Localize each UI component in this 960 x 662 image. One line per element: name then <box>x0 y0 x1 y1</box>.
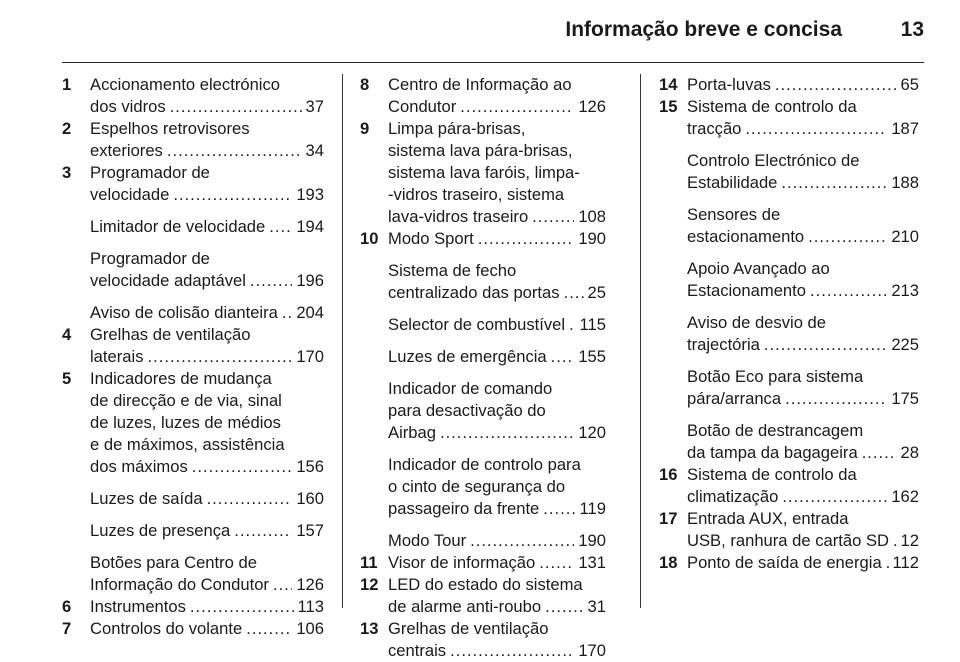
page-reference[interactable]: 106 <box>296 619 324 638</box>
entry-line <box>90 520 324 542</box>
page-reference[interactable]: 204 <box>296 303 324 322</box>
entry-text: climatização <box>687 487 779 506</box>
item-number: 16 <box>659 465 678 484</box>
index-item <box>360 574 606 618</box>
entry-text: -vidros traseiro, sistema <box>388 185 565 204</box>
index-entry[interactable] <box>388 574 606 618</box>
index-entry[interactable] <box>388 618 606 662</box>
entry-text: Indicador de comando <box>388 379 553 398</box>
index-column-1 <box>62 74 324 640</box>
entry-text: Aviso de colisão dianteira <box>90 303 278 322</box>
index-entry[interactable] <box>388 346 606 368</box>
entry-text: Sistema de controlo da <box>687 97 857 116</box>
dot-leader <box>551 346 575 368</box>
entry-text: de luzes, luzes de médios <box>90 413 281 432</box>
dot-leader <box>539 552 574 574</box>
item-number: 4 <box>62 325 72 344</box>
entry-text: Accionamento electrónico <box>90 75 281 94</box>
entry-text: Controlos do volante <box>90 619 243 638</box>
page-reference[interactable]: 28 <box>900 443 919 462</box>
entry-line <box>90 184 324 206</box>
page-title: Informação breve e concisa <box>565 18 842 41</box>
page-reference[interactable]: 187 <box>891 119 919 138</box>
index-entry[interactable] <box>687 74 919 96</box>
index-item <box>62 596 324 618</box>
dot-leader <box>170 96 302 118</box>
entry-text: USB, ranhura de cartão SD <box>687 531 889 550</box>
entry-text: para desactivação do <box>388 401 546 420</box>
index-entry[interactable] <box>388 118 606 228</box>
item-number: 7 <box>62 619 72 638</box>
item-number: 17 <box>659 509 678 528</box>
dot-leader <box>564 282 584 304</box>
page-reference[interactable]: 12 <box>900 531 919 550</box>
entry-text: Limitador de velocidade <box>90 217 266 236</box>
page-reference[interactable]: 113 <box>297 597 324 616</box>
page-reference[interactable]: 157 <box>296 521 324 540</box>
entry-text: Indicadores de mudança <box>90 369 272 388</box>
entry-line <box>687 530 919 552</box>
entry-line <box>388 596 606 618</box>
dot-leader <box>862 442 897 464</box>
entry-text: de direcção e de via, sinal <box>90 391 282 410</box>
index-item <box>360 74 606 118</box>
index-entry[interactable] <box>687 552 919 574</box>
page-reference[interactable]: 115 <box>579 315 606 334</box>
index-item <box>360 228 606 552</box>
entry-line <box>388 552 606 574</box>
entry-line <box>388 498 606 520</box>
header-rule <box>62 62 924 63</box>
index-column-2 <box>360 74 606 662</box>
index-entry[interactable] <box>90 248 324 292</box>
entry-text: Grelhas de ventilação <box>90 325 251 344</box>
page-reference[interactable]: 175 <box>891 389 919 408</box>
entry-text: o cinto de segurança do <box>388 477 566 496</box>
entry-text: e de máximos, assistência <box>90 435 285 454</box>
page-reference[interactable]: 155 <box>578 347 606 366</box>
dot-leader <box>460 96 574 118</box>
index-entry[interactable] <box>687 420 919 464</box>
entry-text: Modo Tour <box>388 531 467 550</box>
index-entry[interactable] <box>388 74 606 118</box>
entry-text: exteriores <box>90 141 163 160</box>
entry-line <box>687 552 919 574</box>
entry-text: Estabilidade <box>687 173 778 192</box>
entry-line <box>388 228 606 250</box>
dot-leader <box>246 618 292 640</box>
index-item <box>62 74 324 118</box>
entry-text: sistema lava pára-brisas, <box>388 141 573 160</box>
dot-leader <box>478 228 575 250</box>
page-reference[interactable]: 34 <box>305 141 324 160</box>
entry-text: Airbag <box>388 423 436 442</box>
item-number: 15 <box>659 97 678 116</box>
entry-text: laterais <box>90 347 144 366</box>
index-item <box>360 552 606 574</box>
index-column-3 <box>659 74 919 574</box>
dot-leader <box>810 280 887 302</box>
page-reference[interactable]: 213 <box>891 281 919 300</box>
dot-leader <box>440 422 574 444</box>
entry-line <box>90 618 324 640</box>
entry-text: Luzes de emergência <box>388 347 547 366</box>
entry-text: LED do estado do sistema <box>388 575 583 594</box>
entry-text: Sensores de <box>687 205 781 224</box>
page-reference[interactable]: 31 <box>587 597 606 616</box>
index-entry[interactable] <box>388 378 606 444</box>
dot-leader <box>569 314 575 336</box>
entry-text: Limpa pára-brisas, <box>388 119 526 138</box>
page-reference[interactable]: 25 <box>587 283 606 302</box>
entry-text: Botões para Centro de <box>90 553 257 572</box>
index-item <box>62 618 324 640</box>
dot-leader <box>886 552 889 574</box>
index-entry[interactable] <box>90 368 324 478</box>
entry-text: Espelhos retrovisores <box>90 119 250 138</box>
dot-leader <box>207 488 293 510</box>
entry-line <box>388 422 606 444</box>
entry-text: Indicador de controlo para <box>388 455 581 474</box>
entry-text: velocidade <box>90 185 170 204</box>
entry-line <box>687 486 919 508</box>
index-item <box>659 96 919 464</box>
entry-text: Apoio Avançado ao <box>687 259 830 278</box>
index-entry[interactable] <box>90 324 324 368</box>
entry-line <box>388 640 606 662</box>
page-reference[interactable]: 126 <box>296 575 324 594</box>
index-entry[interactable] <box>90 216 324 238</box>
index-item <box>360 118 606 228</box>
entry-line <box>388 314 606 336</box>
dot-leader <box>764 334 887 356</box>
entry-line <box>388 96 606 118</box>
index-entry[interactable] <box>90 488 324 510</box>
entry-text: Controlo Electrónico de <box>687 151 860 170</box>
item-number: 11 <box>360 553 378 572</box>
dot-leader <box>167 140 302 162</box>
page-reference[interactable]: 156 <box>296 457 324 476</box>
index-entry[interactable] <box>388 314 606 336</box>
dot-leader <box>543 498 575 520</box>
index-entry[interactable] <box>388 552 606 574</box>
entry-text: velocidade adaptável <box>90 271 246 290</box>
item-number: 18 <box>659 553 678 572</box>
entry-text: Luzes de presença <box>90 521 231 540</box>
entry-line <box>90 346 324 368</box>
item-number: 12 <box>360 575 379 594</box>
page-reference[interactable]: 37 <box>305 97 324 116</box>
dot-leader <box>190 596 294 618</box>
page-reference[interactable]: 170 <box>578 641 606 660</box>
page-reference[interactable]: 162 <box>891 487 919 506</box>
page-reference[interactable]: 108 <box>578 207 606 226</box>
dot-leader <box>745 118 887 140</box>
item-number: 14 <box>659 75 678 94</box>
entry-text: Informação do Condutor <box>90 575 269 594</box>
dot-leader <box>893 530 897 552</box>
entry-text: Grelhas de ventilação <box>388 619 549 638</box>
entry-line <box>90 456 324 478</box>
entry-text: Botão Eco para sistema <box>687 367 864 386</box>
column-divider <box>342 74 343 608</box>
dot-leader <box>192 456 293 478</box>
entry-text: sistema lava faróis, limpa- <box>388 163 580 182</box>
entry-text: Visor de informação <box>388 553 536 572</box>
index-entry[interactable] <box>90 618 324 640</box>
index-entry[interactable] <box>687 258 919 302</box>
entry-text: Luzes de saída <box>90 489 203 508</box>
entry-text: dos vidros <box>90 97 166 116</box>
index-entry[interactable] <box>90 118 324 162</box>
entry-text: Estacionamento <box>687 281 806 300</box>
index-item <box>659 552 919 574</box>
entry-text: Centro de Informação ao <box>388 75 572 94</box>
entry-line <box>90 216 324 238</box>
entry-text: trajectória <box>687 335 760 354</box>
item-number: 3 <box>62 163 72 182</box>
entry-line <box>687 442 919 464</box>
page-reference[interactable]: 170 <box>296 347 324 366</box>
entry-text: pára/arranca <box>687 389 782 408</box>
page-header <box>0 0 960 62</box>
index-entry[interactable] <box>388 260 606 304</box>
dot-leader <box>173 184 292 206</box>
index-item <box>62 324 324 368</box>
dot-leader <box>775 74 897 96</box>
index-entry[interactable] <box>388 530 606 552</box>
entry-line <box>388 282 606 304</box>
index-entry[interactable] <box>90 596 324 618</box>
entry-line <box>90 302 324 324</box>
page-reference[interactable]: 210 <box>891 227 919 246</box>
entry-text: Sistema de fecho <box>388 261 517 280</box>
entry-line <box>687 334 919 356</box>
dot-leader <box>148 346 293 368</box>
page-reference[interactable]: 194 <box>296 217 324 236</box>
dot-leader <box>808 226 887 248</box>
page-reference[interactable]: 190 <box>578 229 606 248</box>
entry-line <box>90 488 324 510</box>
index-entry[interactable] <box>687 150 919 194</box>
entry-text: Programador de <box>90 249 210 268</box>
entry-text: Selector de combustível <box>388 315 566 334</box>
entry-text: centralizado das portas <box>388 283 560 302</box>
index-item <box>62 118 324 162</box>
entry-text: Condutor <box>388 97 457 116</box>
page-reference[interactable]: 196 <box>296 271 324 290</box>
item-number: 10 <box>360 229 379 248</box>
index-entry[interactable] <box>90 74 324 118</box>
index-entry[interactable] <box>90 162 324 206</box>
dot-leader <box>545 596 583 618</box>
page-reference[interactable]: 190 <box>578 531 606 550</box>
entry-text: Instrumentos <box>90 597 186 616</box>
entry-line <box>90 574 324 596</box>
entry-text: Porta-luvas <box>687 75 771 94</box>
item-number: 5 <box>62 369 72 388</box>
page-reference[interactable]: 188 <box>891 173 919 192</box>
item-number: 8 <box>360 75 370 94</box>
entry-line <box>90 270 324 292</box>
page-reference[interactable]: 160 <box>296 489 324 508</box>
entry-line <box>687 226 919 248</box>
page-reference[interactable]: 193 <box>296 185 324 204</box>
entry-text: lava-vidros traseiro <box>388 207 529 226</box>
entry-text: Modo Sport <box>388 229 474 248</box>
item-number: 2 <box>62 119 72 138</box>
page-reference[interactable]: 120 <box>578 423 606 442</box>
entry-text: Aviso de desvio de <box>687 313 826 332</box>
entry-text: da tampa da bagageira <box>687 443 858 462</box>
index-entry[interactable] <box>90 520 324 542</box>
dot-leader <box>781 172 887 194</box>
index-item <box>659 74 919 96</box>
dot-leader <box>234 520 292 542</box>
dot-leader <box>782 486 887 508</box>
entry-text: centrais <box>388 641 447 660</box>
entry-line <box>90 140 324 162</box>
index-entry[interactable] <box>687 312 919 356</box>
index-entry[interactable] <box>388 228 606 250</box>
dot-leader <box>269 216 292 238</box>
page-reference[interactable]: 112 <box>892 553 919 572</box>
dot-leader <box>250 270 292 292</box>
entry-text: tracção <box>687 119 742 138</box>
entry-text: estacionamento <box>687 227 805 246</box>
item-number: 13 <box>360 619 379 638</box>
page-reference[interactable]: 131 <box>578 553 606 572</box>
index-entry[interactable] <box>687 508 919 552</box>
page-reference[interactable]: 119 <box>579 499 606 518</box>
index-entry[interactable] <box>687 204 919 248</box>
dot-leader <box>532 206 574 228</box>
entry-line <box>388 346 606 368</box>
entry-line <box>388 206 606 228</box>
index-entry[interactable] <box>687 96 919 140</box>
entry-text: passageiro da frente <box>388 499 540 518</box>
index-item <box>62 368 324 596</box>
index-item <box>659 464 919 508</box>
page-reference[interactable]: 65 <box>900 75 919 94</box>
page-number: 13 <box>900 18 924 41</box>
page-reference[interactable]: 225 <box>891 335 919 354</box>
entry-line <box>687 118 919 140</box>
index-item <box>62 162 324 324</box>
entry-line <box>687 74 919 96</box>
index-entry[interactable] <box>687 366 919 410</box>
dot-leader <box>470 530 574 552</box>
index-entry[interactable] <box>90 552 324 596</box>
dot-leader <box>282 302 292 324</box>
entry-text: Programador de <box>90 163 210 182</box>
entry-line <box>687 280 919 302</box>
entry-text: Botão de destrancagem <box>687 421 864 440</box>
index-item <box>360 618 606 662</box>
item-number: 6 <box>62 597 72 616</box>
item-number: 1 <box>62 75 72 94</box>
entry-text: dos máximos <box>90 457 188 476</box>
entry-line <box>687 172 919 194</box>
dot-leader <box>785 388 887 410</box>
page-reference[interactable]: 126 <box>578 97 606 116</box>
entry-text: Ponto de saída de energia <box>687 553 882 572</box>
entry-line <box>687 388 919 410</box>
dot-leader <box>450 640 574 662</box>
index-entry[interactable] <box>687 464 919 508</box>
entry-line <box>388 530 606 552</box>
entry-line <box>90 596 324 618</box>
index-item <box>659 508 919 552</box>
index-entry[interactable] <box>90 302 324 324</box>
entry-line <box>90 96 324 118</box>
entry-text: Entrada AUX, entrada <box>687 509 849 528</box>
entry-text: de alarme anti-roubo <box>388 597 542 616</box>
index-entry[interactable] <box>388 454 606 520</box>
item-number: 9 <box>360 119 370 138</box>
column-divider <box>640 74 641 608</box>
entry-text: Sistema de controlo da <box>687 465 857 484</box>
dot-leader <box>273 574 292 596</box>
